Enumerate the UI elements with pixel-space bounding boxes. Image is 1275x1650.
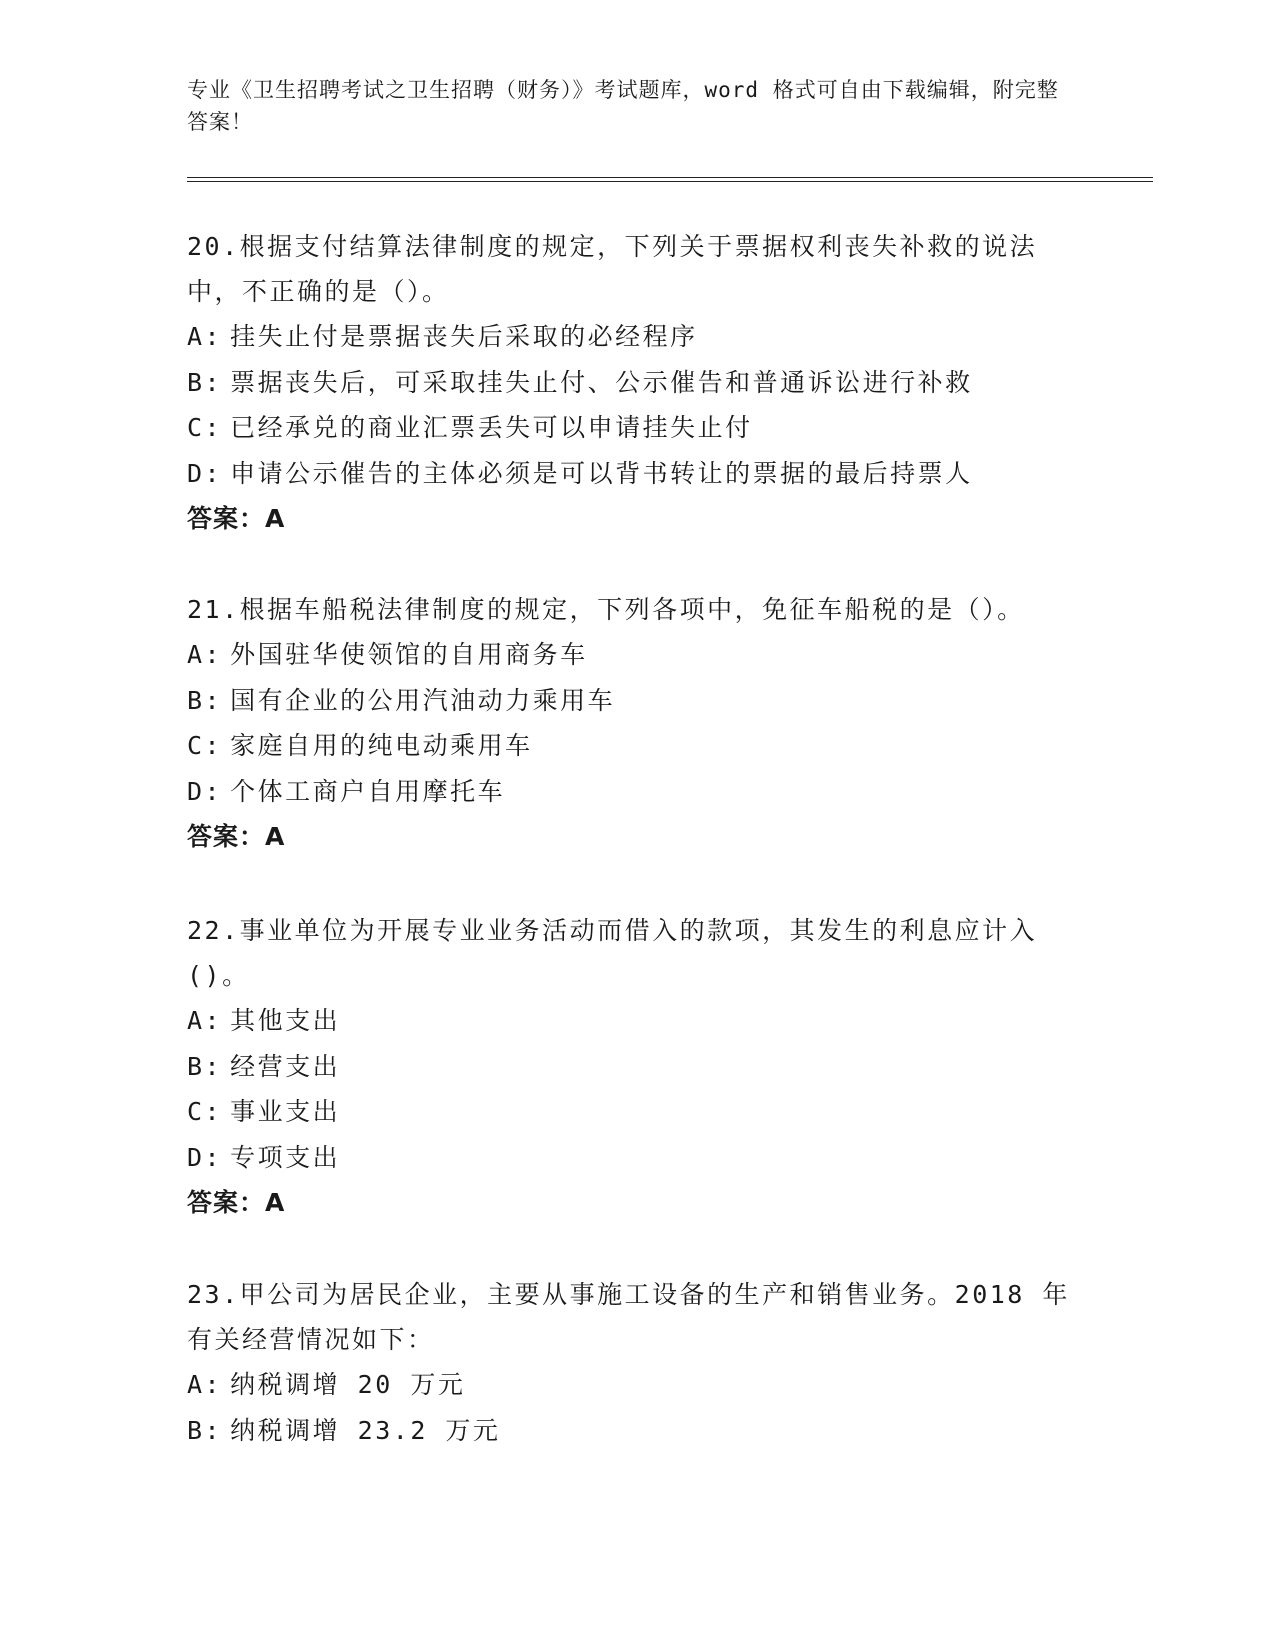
question-stem: 23.甲公司为居民企业，主要从事施工设备的生产和销售业务。2018 年有关经营情况如下：: [187, 1280, 1070, 1354]
option-text: 其他支出: [230, 1006, 341, 1035]
question-23: [187, 1272, 1087, 1453]
option-key: B:: [187, 367, 223, 397]
option-text: 家庭自用的纯电动乘用车: [230, 731, 533, 760]
option-d: [187, 451, 1087, 497]
header-divider-top: [187, 177, 1153, 178]
question-22: [187, 908, 1087, 1225]
option-b: [187, 1044, 1087, 1090]
option-text: 外国驻华使领馆的自用商务车: [230, 640, 588, 669]
option-b: [187, 360, 1087, 406]
answer-line: 答案：A: [187, 504, 286, 533]
option-text: 个体工商户自用摩托车: [230, 776, 506, 806]
option-key: D:: [187, 776, 223, 806]
option-b: [187, 1408, 1087, 1454]
option-b: [187, 678, 1087, 724]
option-key: D:: [187, 1142, 223, 1172]
option-a: [187, 1362, 1087, 1408]
option-key: A:: [187, 640, 223, 669]
option-text: 专项支出: [230, 1142, 341, 1172]
option-text: 国有企业的公用汽油动力乘用车: [230, 685, 616, 715]
option-c: [187, 723, 1087, 769]
option-d: [187, 769, 1087, 815]
header-divider-bottom: [187, 181, 1153, 182]
option-a: [187, 632, 1087, 678]
option-d: [187, 1135, 1087, 1181]
option-text: 纳税调增 20 万元: [230, 1370, 466, 1399]
option-key: B:: [187, 685, 223, 715]
question-21: [187, 587, 1087, 859]
option-text: 票据丧失后，可采取挂失止付、公示催告和普通诉讼进行补救: [230, 367, 973, 397]
option-key: A:: [187, 1006, 223, 1035]
option-a: [187, 314, 1087, 360]
option-text: 纳税调增 23.2 万元: [230, 1415, 501, 1445]
question-20: [187, 224, 1087, 541]
option-text: 挂失止付是票据丧失后采取的必经程序: [230, 322, 698, 351]
option-a: [187, 998, 1087, 1044]
option-text: 申请公示催告的主体必须是可以背书转让的票据的最后持票人: [230, 458, 973, 488]
option-key: B:: [187, 1051, 223, 1081]
answer-line: 答案：A: [187, 822, 286, 851]
answer-line: 答案：A: [187, 1188, 286, 1217]
question-stem: 22.事业单位为开展专业业务活动而借入的款项，其发生的利息应计入()。: [187, 916, 1038, 990]
question-stem: 20.根据支付结算法律制度的规定，下列关于票据权利丧失补救的说法中，不正确的是（）。: [187, 232, 1038, 306]
document-header: 专业《卫生招聘考试之卫生招聘（财务）》考试题库，word 格式可自由下载编辑，附完整答案！: [187, 78, 1059, 134]
option-c: [187, 405, 1087, 451]
option-key: D:: [187, 458, 223, 488]
option-key: C:: [187, 413, 223, 442]
option-text: 已经承兑的商业汇票丢失可以申请挂失止付: [230, 413, 753, 442]
option-c: [187, 1089, 1087, 1135]
option-key: A:: [187, 322, 223, 351]
question-stem: 21.根据车船税法律制度的规定，下列各项中，免征车船税的是（）。: [187, 595, 1025, 624]
option-key: C:: [187, 731, 223, 760]
option-text: 经营支出: [230, 1051, 341, 1081]
option-key: B:: [187, 1415, 223, 1445]
option-key: C:: [187, 1097, 223, 1126]
option-text: 事业支出: [230, 1097, 341, 1126]
option-key: A:: [187, 1370, 223, 1399]
